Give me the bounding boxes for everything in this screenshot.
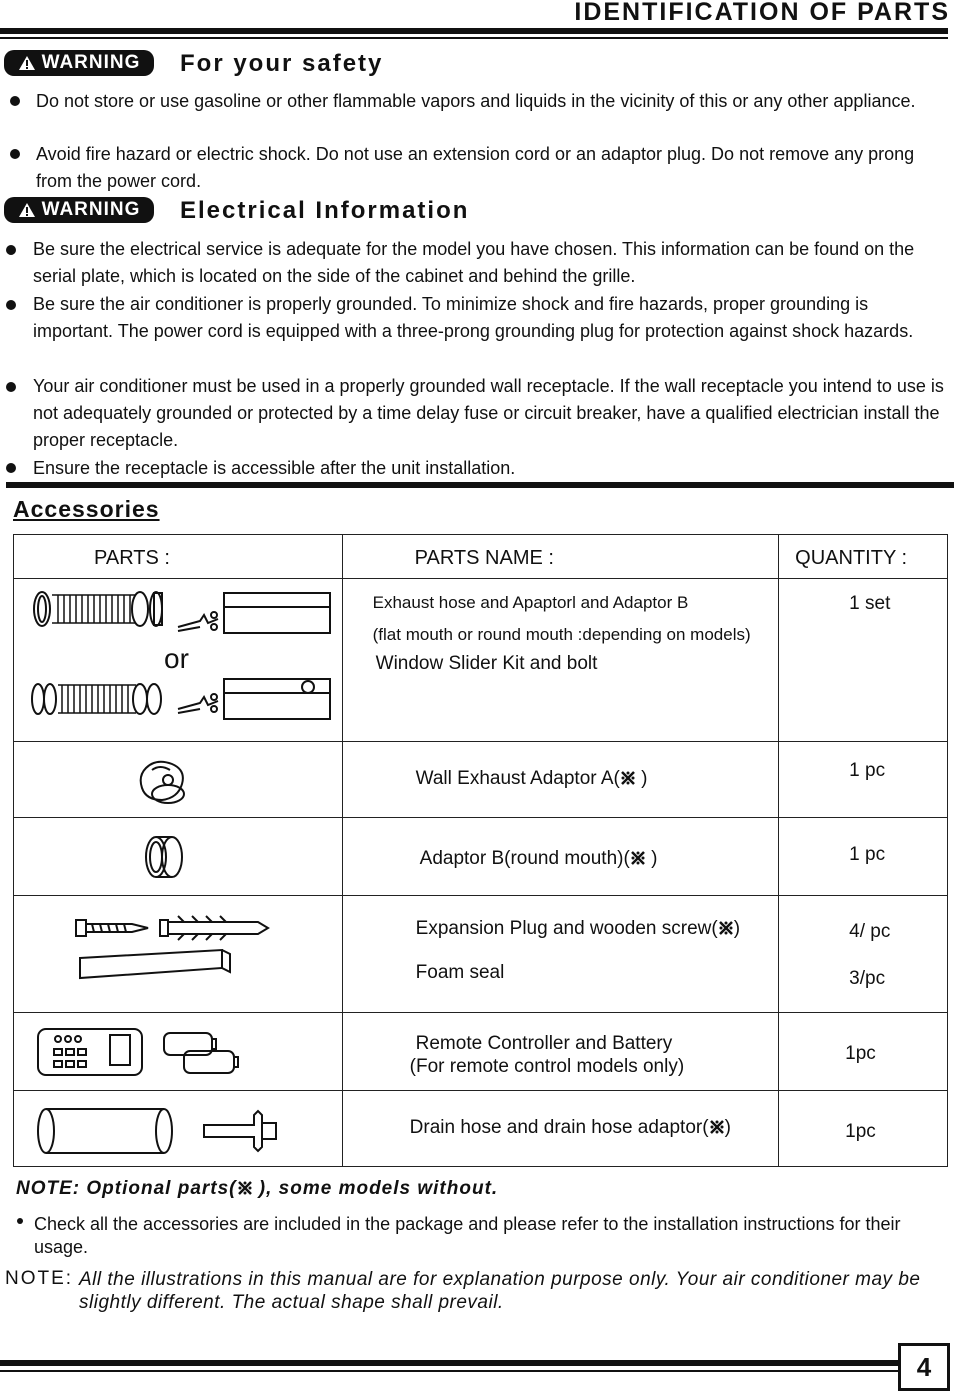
bullet-icon (10, 149, 20, 159)
safety-item: Avoid fire hazard or electric shock. Do not use an extension cord or an adaptor plug. Do not remove any prong from the power cord. (36, 144, 915, 191)
parts-illustration-cell (14, 742, 343, 818)
parts-illustration-cell (14, 1013, 343, 1091)
part-name (416, 768, 648, 790)
table-row (14, 1091, 948, 1167)
page-header-title: IDENTIFICATION OF PARTS (574, 0, 950, 26)
page-number: 4 (898, 1343, 950, 1391)
bullet-icon (6, 245, 16, 255)
or-label: or (164, 643, 189, 674)
warning-badge-label: WARNING (41, 52, 141, 73)
warning-badge-safety (4, 50, 154, 76)
parts-name-cell (342, 818, 779, 896)
electrical-item: Be sure the electrical service is adequate for the model you have chosen. This information can be found on the serial plate, which is located on the side of the cabinet and behind the grille. (33, 239, 915, 286)
header-parts: PARTS : (94, 547, 170, 569)
warning-triangle-icon (18, 55, 36, 71)
wall-exhaust-adaptor-illustration (132, 754, 202, 810)
safety-section-title: For your safety (180, 50, 384, 77)
part-name-text: ) (635, 768, 648, 789)
quantity-cell (779, 742, 948, 818)
plug-screw-foam-illustration (72, 910, 272, 1000)
bullet-icon (6, 463, 16, 473)
section-divider (6, 482, 954, 488)
illustration-disclaimer: All the illustrations in this manual are for explanation purpose only. Your air conditioner may be slightly different. The actual shape shall prevail. (79, 1269, 921, 1313)
note-text: ), some models without. (252, 1178, 499, 1199)
bullet-icon (10, 96, 20, 106)
quantity-cell (779, 579, 948, 742)
parts-illustration-cell (14, 1091, 343, 1167)
quantity-cell (779, 1013, 948, 1091)
part-name: Foam seal (415, 962, 505, 983)
drain-hose-illustration (34, 1103, 324, 1159)
part-name-text: Drain hose and drain hose adaptor( (409, 1117, 709, 1138)
electrical-item: Be sure the air conditioner is properly grounded. To minimize shock and fire hazards, proper grounding is important. The power cord is equipped with a three-prong grounding plug for protection against shock hazards. (33, 294, 914, 341)
accessories-table (13, 534, 948, 1167)
quantity-cell (779, 896, 948, 1013)
parts-name-cell (342, 896, 779, 1013)
parts-name-cell (342, 1091, 779, 1167)
header-quantity: QUANTITY : (795, 547, 908, 569)
header-rule-thick (0, 28, 948, 34)
part-name-text: Wall Exhaust Adaptor A( (415, 768, 620, 789)
note-text: NOTE: Optional parts( (16, 1178, 237, 1199)
part-name-text: Adaptor B(round mouth)( (419, 848, 630, 869)
footer-rule-thin (0, 1370, 900, 1372)
parts-name-cell (342, 742, 779, 818)
table-row (14, 1013, 948, 1091)
header-rule-thin (0, 37, 948, 39)
note-label: NOTE: (5, 1268, 74, 1289)
part-name-text: ) (645, 848, 658, 869)
quantity-cell (779, 1091, 948, 1167)
check-accessories-note: Check all the accessories are included in the package and please refer to the installation instructions for their usage. (34, 1214, 901, 1257)
header-cell (14, 535, 343, 579)
table-row (14, 818, 948, 896)
quantity-cell (779, 818, 948, 896)
table-header-row (14, 535, 948, 579)
optional-mark-icon (620, 770, 636, 786)
part-name (410, 1117, 731, 1139)
quantity-value: 3/pc (849, 968, 886, 989)
header-parts-name: PARTS NAME : (414, 547, 554, 569)
round-adaptor-illustration (142, 832, 192, 882)
quantity-value: 1 pc (849, 844, 886, 865)
optional-mark-icon (630, 850, 646, 866)
quantity-value: 1pc (845, 1121, 876, 1142)
table-row (14, 742, 948, 818)
bullet-icon (17, 1218, 23, 1224)
part-name-line: Window Slider Kit and bolt (375, 653, 598, 674)
quantity-value: 1 pc (849, 760, 886, 781)
part-name-line: Remote Controller and Battery (415, 1033, 673, 1054)
optional-mark-icon (709, 1119, 725, 1135)
electrical-item: Your air conditioner must be used in a properly grounded wall receptacle. If the wall receptacle you intend to use is not adequately grounded or protected by a time delay fuse or circuit breaker, have a qualified electrician install the proper receptacle. (33, 376, 944, 450)
warning-triangle-icon (18, 202, 36, 218)
warning-badge-label: WARNING (41, 199, 141, 220)
footer-rule-thick (0, 1360, 900, 1366)
optional-mark-icon (718, 920, 734, 936)
table-row (14, 896, 948, 1013)
part-name-text: ) (724, 1117, 731, 1138)
part-name-text: ) (733, 918, 741, 939)
parts-illustration-cell (14, 818, 343, 896)
header-cell (342, 535, 779, 579)
parts-name-cell (342, 1013, 779, 1091)
electrical-section-title: Electrical Information (180, 197, 470, 224)
warning-badge-electrical (4, 197, 154, 223)
table-row (14, 579, 948, 742)
accessories-title: Accessories (13, 496, 160, 522)
part-name (420, 848, 658, 870)
part-name-line: Exhaust hose and Apaptorl and Adaptor B (372, 593, 689, 612)
optional-mark-icon (237, 1180, 253, 1196)
part-name-line: (For remote control models only) (409, 1056, 685, 1077)
parts-illustration-cell (14, 579, 343, 742)
part-name-text: Expansion Plug and wooden screw( (415, 918, 718, 939)
part-name (416, 918, 740, 940)
remote-controller-battery-illustration (34, 1025, 274, 1081)
safety-item: Do not store or use gasoline or other flammable vapors and liquids in the vicinity of this or any other appliance. (36, 91, 916, 111)
quantity-value: 1pc (845, 1043, 876, 1064)
bullet-icon (6, 300, 16, 310)
header-cell (779, 535, 948, 579)
parts-illustration-cell (14, 896, 343, 1013)
quantity-value: 1 set (849, 593, 891, 614)
quantity-value: 4/ pc (849, 921, 891, 942)
bullet-icon (6, 382, 16, 392)
optional-parts-note (16, 1178, 498, 1200)
parts-name-cell (342, 579, 779, 742)
electrical-item: Ensure the receptacle is accessible after the unit installation. (33, 458, 516, 478)
part-name-line: (flat mouth or round mouth :depending on models) (372, 625, 751, 644)
